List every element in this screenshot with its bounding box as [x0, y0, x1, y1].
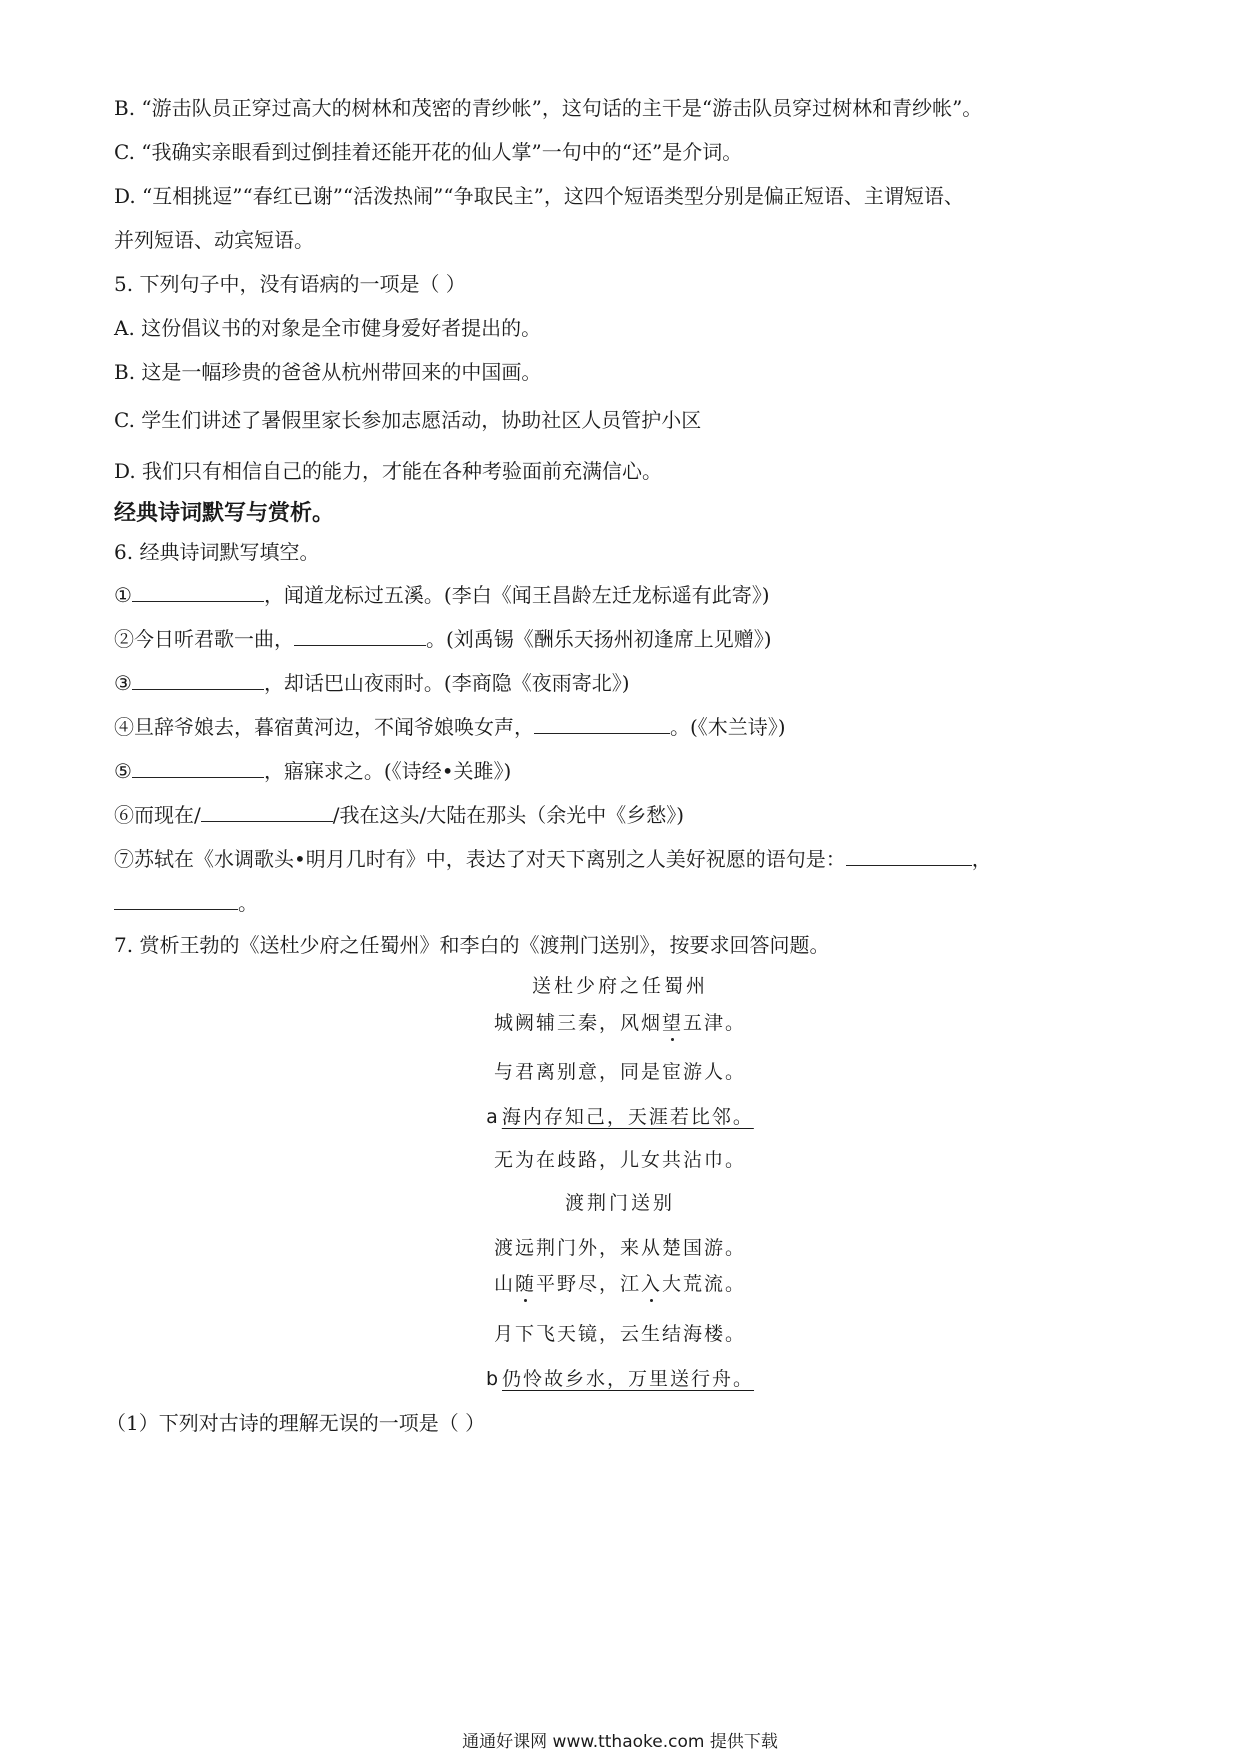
q6-item-7 [114, 845, 992, 873]
q6-item-7-prefix: ⑦苏轼在《水调歌头•明月几时有》中，表达了对天下离别之人美好祝愿的语句是： [114, 847, 846, 871]
q6-item-4-blank[interactable] [534, 713, 670, 734]
q6-item-2-prefix: ②今日听君歌一曲， [114, 627, 294, 651]
q7-stem: 7. 赏析王勃的《送杜少府之任蜀州》和李白的《渡荆门送别》，按要求回答问题。 [114, 933, 830, 957]
poem1-line-1 [0, 1010, 1240, 1036]
q6-item-1-prefix: ① [114, 583, 132, 607]
q6-item-1-suffix: ，闻道龙标过五溪。(李白《闻王昌龄左迁龙标遥有此寄》) [263, 583, 770, 607]
q6-item-1 [114, 581, 770, 609]
q4-option-d-line1: D. “互相挑逗”“春红已谢”“活泼热闹”“争取民主”，这四个短语类型分别是偏正短语、主谓短语、 [114, 184, 964, 208]
q6-stem: 6. 经典诗词默写填空。 [114, 540, 320, 564]
q6-item-4-suffix: 。(《木兰诗》) [670, 715, 786, 739]
q5-option-d: D. 我们只有相信自己的能力，才能在各种考验面前充满信心。 [114, 459, 663, 483]
poem2-title: 渡荆门送别 [564, 1192, 675, 1214]
q5-option-c: C. 学生们讲述了暑假里家长参加志愿活动，协助社区人员管护小区 [114, 408, 702, 432]
poem2-line-2-part-a: 山 [493, 1273, 515, 1295]
q6-item-1-blank[interactable] [132, 581, 264, 602]
poem1-line-1-part-b: 五津。 [683, 1012, 747, 1034]
q6-item-7-end: 。 [238, 891, 258, 915]
poem2-line-3: 月下飞天镜，云生结海楼。 [493, 1323, 746, 1345]
poem2-line-2 [0, 1271, 1240, 1297]
q4-option-b: B. “游击队员正穿过高大的树林和茂密的青纱帐”，这句话的主干是“游击队员穿过树林和青纱帐”。 [114, 96, 983, 120]
q6-item-4 [114, 713, 786, 741]
q6-item-2-blank[interactable] [294, 625, 426, 646]
section-heading: 经典诗词默写与赏析。 [114, 501, 335, 526]
poem2-line-2-part-b: 平野尽，江 [535, 1273, 641, 1295]
line-marker-a: a [486, 1106, 498, 1128]
q6-item-6-suffix: /我在这头/大陆在那头（余光中《乡愁》) [332, 803, 685, 827]
q6-item-6 [114, 801, 684, 829]
q6-item-7-blank-2[interactable] [114, 889, 238, 910]
underlined-line: 海内存知己，天涯若比邻。 [501, 1106, 754, 1128]
line-marker-b: b [485, 1368, 499, 1390]
q4-option-d-line2: 并列短语、动宾短语。 [114, 228, 314, 252]
poem2-line-2-part-c: 大荒流。 [662, 1273, 747, 1295]
q6-item-5-blank[interactable] [132, 757, 264, 778]
poem1-line-3 [0, 1104, 1240, 1130]
emphasis-char: 随 [514, 1273, 536, 1295]
poem1-title: 送杜少府之任蜀州 [531, 975, 708, 997]
q6-item-3-suffix: ，却话巴山夜雨时。(李商隐《夜雨寄北》) [263, 671, 630, 695]
poem1-line-1-part-a: 城阙辅三秦，风烟 [493, 1012, 662, 1034]
page-footer: 通通好课网 www.tthaoke.com 提供下载 [462, 1732, 778, 1752]
q7-sub-question-1: （1）下列对古诗的理解无误的一项是（ ） [106, 1411, 486, 1435]
q6-item-5-prefix: ⑤ [114, 759, 132, 783]
q6-item-4-prefix: ④旦辞爷娘去，暮宿黄河边，不闻爷娘唤女声， [114, 715, 534, 739]
poem2-line-1: 渡远荆门外，来从楚国游。 [493, 1237, 746, 1259]
q6-item-7-continued [114, 889, 258, 917]
poem1-line-2: 与君离别意，同是宦游人。 [493, 1061, 746, 1083]
q6-item-5-suffix: ，寤寐求之。(《诗经•关雎》) [263, 759, 512, 783]
q6-item-3-prefix: ③ [114, 671, 132, 695]
q6-item-3 [114, 669, 630, 697]
q4-option-c: C. “我确实亲眼看到过倒挂着还能开花的仙人掌”一句中的“还”是介词。 [114, 140, 743, 164]
emphasis-char: 望 [661, 1012, 683, 1034]
q6-item-6-blank[interactable] [201, 801, 333, 822]
underlined-line: 仍怜故乡水，万里送行舟。 [502, 1368, 755, 1390]
q6-item-2 [114, 625, 772, 653]
q6-item-2-suffix: 。(刘禹锡《酬乐天扬州初逢席上见赠》) [426, 627, 772, 651]
poem2-line-4 [0, 1366, 1240, 1392]
q6-item-5 [114, 757, 511, 785]
q5-option-b: B. 这是一幅珍贵的爸爸从杭州带回来的中国画。 [114, 360, 542, 384]
q6-item-7-blank-1[interactable] [846, 845, 972, 866]
q6-item-3-blank[interactable] [132, 669, 264, 690]
poem1-line-4: 无为在歧路，儿女共沾巾。 [493, 1149, 746, 1171]
q6-item-7-comma: ， [971, 847, 992, 871]
emphasis-char: 入 [641, 1273, 663, 1295]
q5-option-a: A. 这份倡议书的对象是全市健身爱好者提出的。 [114, 316, 542, 340]
q5-stem: 5. 下列句子中，没有语病的一项是（ ） [114, 272, 466, 296]
q6-item-6-prefix: ⑥而现在/ [114, 803, 201, 827]
